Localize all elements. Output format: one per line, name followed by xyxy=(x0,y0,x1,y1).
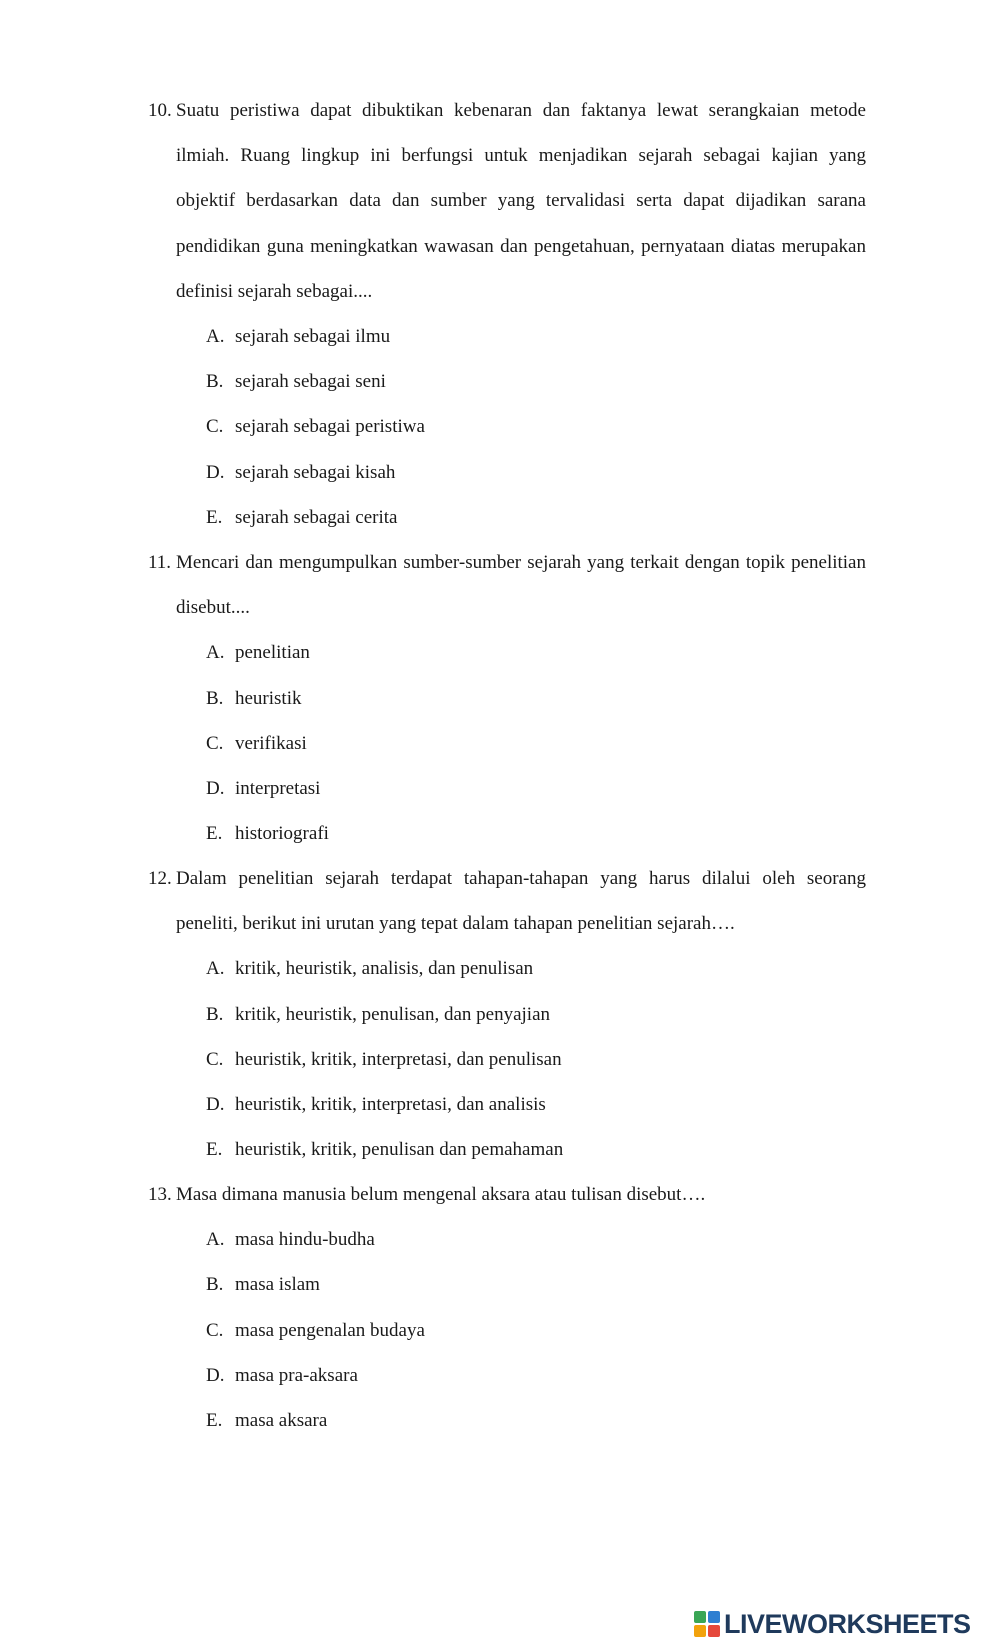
option-letter: B. xyxy=(206,1003,224,1025)
option-text: sejarah sebagai seni xyxy=(235,371,386,393)
option-b[interactable] xyxy=(148,359,866,404)
option-text: kritik, heuristik, penulisan, dan penyajian xyxy=(235,1003,551,1025)
option-letter: D. xyxy=(206,461,225,483)
options-list xyxy=(148,946,866,1172)
liveworksheets-logo[interactable] xyxy=(694,1608,971,1640)
option-e[interactable] xyxy=(148,495,866,540)
option-text: heuristik, kritik, interpretasi, dan analisis xyxy=(235,1093,546,1115)
options-list xyxy=(148,630,866,856)
option-letter: A. xyxy=(206,326,225,348)
option-letter: D. xyxy=(206,1364,225,1386)
option-text: masa pra-aksara xyxy=(235,1364,358,1386)
option-letter: E. xyxy=(206,506,223,528)
question-13 xyxy=(148,1172,866,1443)
option-letter: C. xyxy=(206,1319,224,1341)
question-11 xyxy=(148,540,866,856)
option-c[interactable] xyxy=(148,1037,866,1082)
options-list xyxy=(148,1217,866,1443)
option-a[interactable] xyxy=(148,946,866,991)
option-b[interactable] xyxy=(148,992,866,1037)
option-text: sejarah sebagai peristiwa xyxy=(235,416,425,438)
option-letter: E. xyxy=(206,1409,223,1431)
question-text: Suatu peristiwa dapat dibuktikan kebenaran dan faktanya lewat serangkaian metode ilmiah. Ruang lingkup ini berfungsi untuk menjadikan sejarah sebagai kajian yang objektif berdasarkan data dan sumber yang tervalidasi serta dapat dijadikan sarana pendidikan guna meningkatkan wawasan dan pengetahuan, pernyataan diatas merupakan definisi sejarah sebagai.... xyxy=(176,100,866,302)
option-text: historiografi xyxy=(235,823,329,845)
option-text: interpretasi xyxy=(235,777,321,799)
logo-wordmark: LIVEWORKSHEETS xyxy=(724,1608,971,1639)
question-number: 13. xyxy=(148,1184,172,1205)
logo-tile xyxy=(708,1625,720,1637)
option-letter: A. xyxy=(206,642,225,664)
option-letter: C. xyxy=(206,416,224,438)
option-text: masa hindu-budha xyxy=(235,1229,375,1251)
logo-tile xyxy=(694,1611,706,1623)
option-text: sejarah sebagai cerita xyxy=(235,506,398,528)
logo-tile xyxy=(708,1611,720,1623)
option-a[interactable] xyxy=(148,314,866,359)
option-text: kritik, heuristik, analisis, dan penulisan xyxy=(235,958,534,980)
option-letter: B. xyxy=(206,1274,224,1296)
option-d[interactable] xyxy=(148,1082,866,1127)
option-c[interactable] xyxy=(148,404,866,449)
option-letter: D. xyxy=(206,777,225,799)
question-number: 11. xyxy=(148,552,172,573)
option-letter: C. xyxy=(206,1048,224,1070)
option-text: masa islam xyxy=(235,1274,320,1296)
option-letter: C. xyxy=(206,732,224,754)
option-text: verifikasi xyxy=(235,732,307,754)
option-text: heuristik xyxy=(235,687,302,709)
question-12 xyxy=(148,856,866,1172)
question-number: 12. xyxy=(148,868,172,889)
question-10 xyxy=(148,88,866,540)
option-d[interactable] xyxy=(148,766,866,811)
option-letter: A. xyxy=(206,1229,225,1251)
options-list xyxy=(148,314,866,540)
option-text: masa pengenalan budaya xyxy=(235,1319,425,1341)
option-a[interactable] xyxy=(148,630,866,675)
option-d[interactable] xyxy=(148,450,866,495)
option-d[interactable] xyxy=(148,1353,866,1398)
option-text: masa aksara xyxy=(235,1409,328,1431)
question-number: 10. xyxy=(148,100,172,121)
option-c[interactable] xyxy=(148,721,866,766)
option-letter: B. xyxy=(206,687,224,709)
option-e[interactable] xyxy=(148,811,866,856)
option-e[interactable] xyxy=(148,1398,866,1443)
liveworksheets-logo-icon xyxy=(694,1611,720,1637)
option-text: heuristik, kritik, interpretasi, dan penulisan xyxy=(235,1048,562,1070)
option-letter: E. xyxy=(206,823,223,845)
option-text: sejarah sebagai ilmu xyxy=(235,326,391,348)
option-letter: B. xyxy=(206,371,224,393)
option-letter: E. xyxy=(206,1139,223,1161)
option-c[interactable] xyxy=(148,1308,866,1353)
option-b[interactable] xyxy=(148,1262,866,1307)
option-text: sejarah sebagai kisah xyxy=(235,461,396,483)
option-text: penelitian xyxy=(235,642,310,664)
option-letter: D. xyxy=(206,1093,225,1115)
question-text: Mencari dan mengumpulkan sumber-sumber sejarah yang terkait dengan topik penelitian disebut.... xyxy=(176,552,866,619)
option-text: heuristik, kritik, penulisan dan pemahaman xyxy=(235,1139,564,1161)
option-e[interactable] xyxy=(148,1127,866,1172)
question-text: Dalam penelitian sejarah terdapat tahapan-tahapan yang harus dilalui oleh seorang peneliti, berikut ini urutan yang tepat dalam tahapan penelitian sejarah…. xyxy=(176,868,866,935)
option-a[interactable] xyxy=(148,1217,866,1262)
option-b[interactable] xyxy=(148,676,866,721)
logo-tile xyxy=(694,1625,706,1637)
question-text: Masa dimana manusia belum mengenal aksara atau tulisan disebut…. xyxy=(176,1184,706,1205)
option-letter: A. xyxy=(206,958,225,980)
